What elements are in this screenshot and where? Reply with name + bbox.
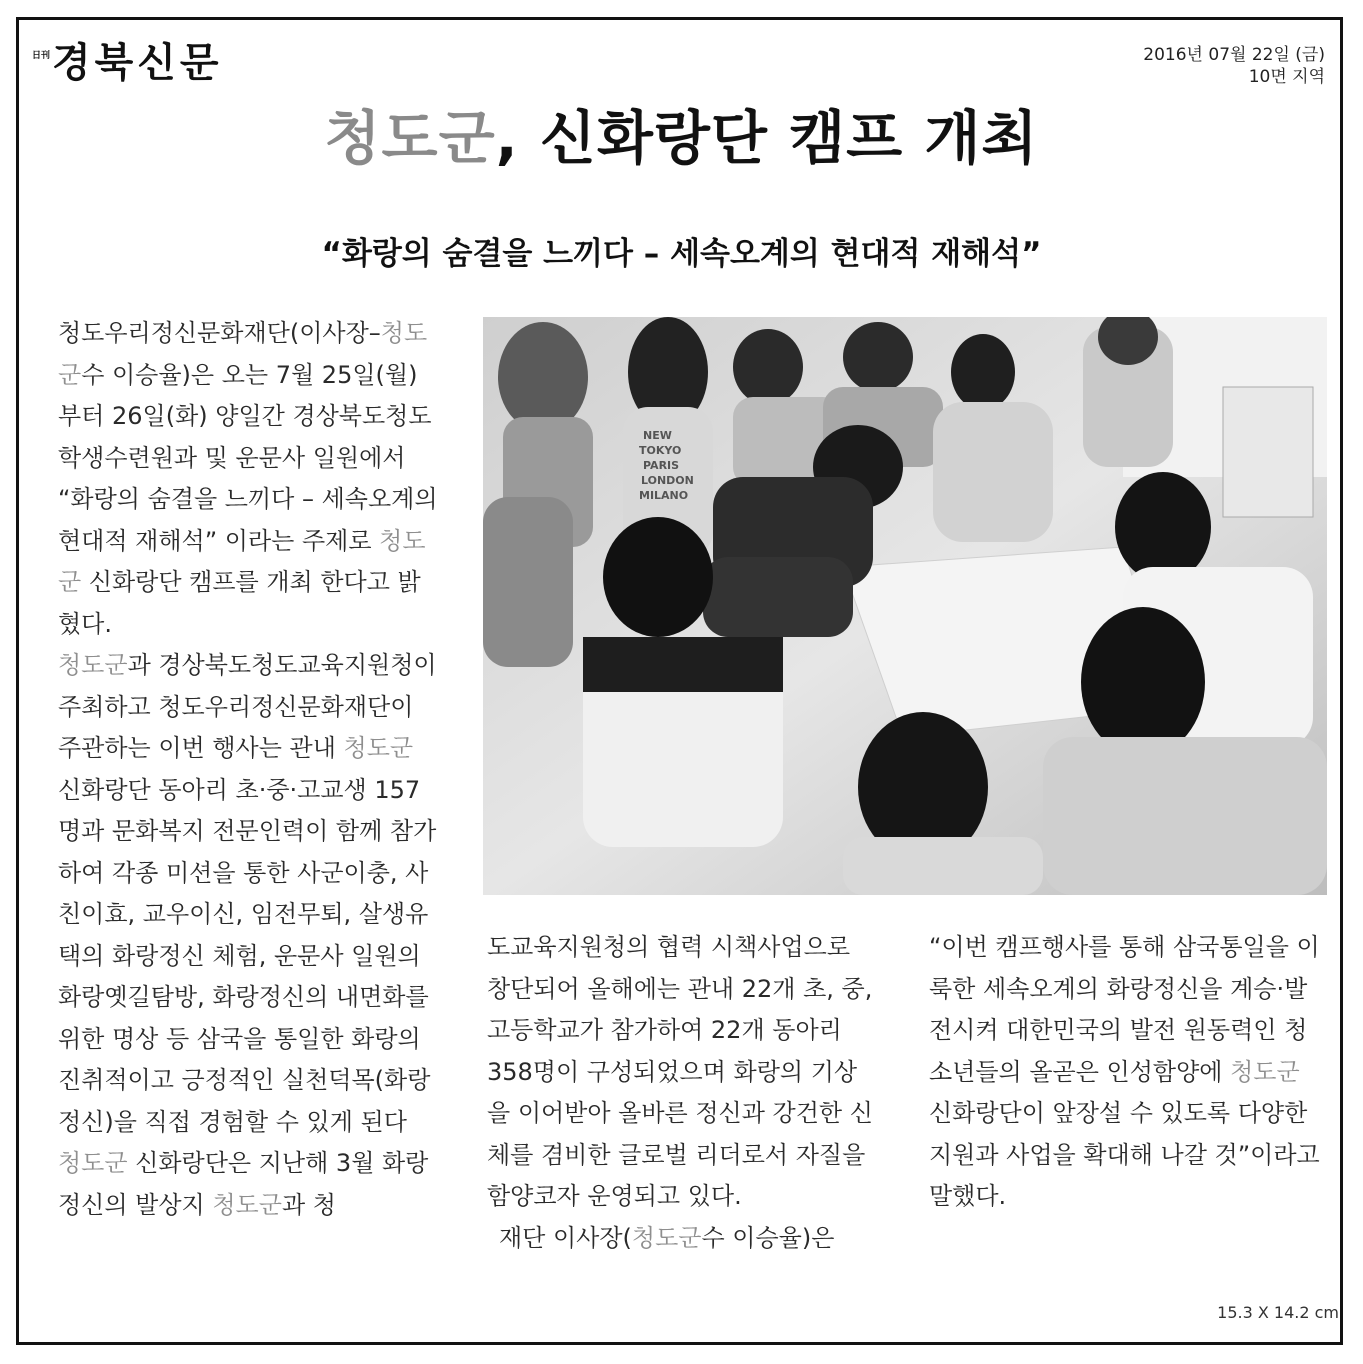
page-section: 10면 지역	[1248, 67, 1325, 87]
highlight-term: 청도군	[58, 319, 428, 389]
shirt-text: MILANO	[639, 489, 689, 502]
shirt-text: TOKYO	[639, 444, 682, 457]
subheadline: “화랑의 숨결을 느끼다 – 세속오계의 현대적 재해석”	[321, 236, 1042, 272]
text-run: 과 경상북도청도교육지원청이 주최하고 청도우리정신문화재단이 주관하는 이번 행사는 관내	[58, 651, 437, 762]
masthead-name: 경북신문	[52, 40, 223, 86]
publication-date: 2016년 07월 22일 (금)	[1143, 45, 1325, 65]
shirt-text: LONDON	[641, 474, 694, 487]
headline	[0, 98, 1363, 178]
highlight-term: 청도군	[58, 526, 426, 596]
highlight-term: 청도군	[212, 1190, 282, 1219]
shirt-text: NEW	[643, 429, 672, 442]
text-run: 신화랑단이 앞장설 수 있도록 다양한 지원과 사업을 확대해 나갈 것”이라고 말했다.	[929, 1099, 1320, 1210]
dateline	[1143, 44, 1325, 88]
highlight-term: 청도군	[343, 734, 414, 762]
paragraph	[46, 313, 438, 645]
text-run: 신화랑단은 지난해 3월 화랑정신의 발상지	[58, 1149, 429, 1219]
text-run: 신화랑단 캠프를 개최 한다고 밝혔다.	[58, 568, 421, 638]
paragraph	[929, 927, 1321, 1218]
paragraph: 도교육지원청의 협력 시책사업으로 창단되어 올해에는 관내 22개 초, 중, 고등학교가 참가하여 22개 동아리 358명이 구성되었으며 화랑의 기상을 이어받아 올바른 정신과 강건한 신체를 겸비한 글로벌 리더로서 자질을 함양코자 운영되고 있다.	[487, 933, 873, 1210]
text-run: 수 이승율)은	[701, 1223, 835, 1252]
column-1	[46, 313, 438, 1226]
text-run: 재단 이사장(	[499, 1223, 632, 1252]
masthead	[32, 40, 223, 86]
paragraph	[487, 1218, 879, 1260]
text-run: 청도우리정신문화재단(이사장–	[58, 319, 381, 347]
text-run: 과 청	[281, 1190, 336, 1219]
paragraph	[46, 645, 438, 1143]
text-run: 신화랑단 동아리 초·중·고교생 157명과 문화복지 전문인력이 함께 참가하여 각종 미션을 통한 사군이충, 사친이효, 교우이신, 임전무퇴, 살생유택의 화랑정신 체험, 운문사 일원의 화랑옛길탐방, 화랑정신의 내면화를 위한 명상 등 삼국을 통일한 화랑의 진취적이고 긍정적인 실천덕목(화랑정신)을 직접 경험할 수 있게 된다	[58, 775, 437, 1136]
column-2	[487, 927, 879, 1259]
highlight-term: 청도군	[1230, 1057, 1300, 1086]
column-3	[929, 927, 1321, 1218]
highlight-term: 청도군	[631, 1223, 702, 1252]
clip-size: 15.3 X 14.2 cm	[1217, 1303, 1339, 1322]
highlight-term: 청도군	[58, 1149, 128, 1177]
article-photo	[483, 317, 1327, 895]
text-run: 수 이승율)은 오는 7월 25일(월)부터 26일(화) 양일간 경상북도청도학생수련원과 및 운문사 일원에서 “화랑의 숨결을 느끼다 – 세속오계의 현대적 재해석” 이라는 주제로	[58, 360, 438, 555]
text-run: “이번 캠프행사를 통해 삼국통일을 이룩한 세속오계의 화랑정신을 계승·발전시켜 대한민국의 발전 원동력인 청소년들의 올곧은 인성함양에	[929, 933, 1320, 1086]
headline-highlight: 청도군	[324, 104, 496, 172]
headline-rest: , 신화랑단 캠프 개최	[495, 104, 1039, 172]
highlight-term: 청도군	[58, 651, 128, 679]
shirt-text: PARIS	[643, 459, 680, 472]
paragraph	[46, 1143, 438, 1226]
masthead-small: 日刊	[32, 51, 51, 61]
